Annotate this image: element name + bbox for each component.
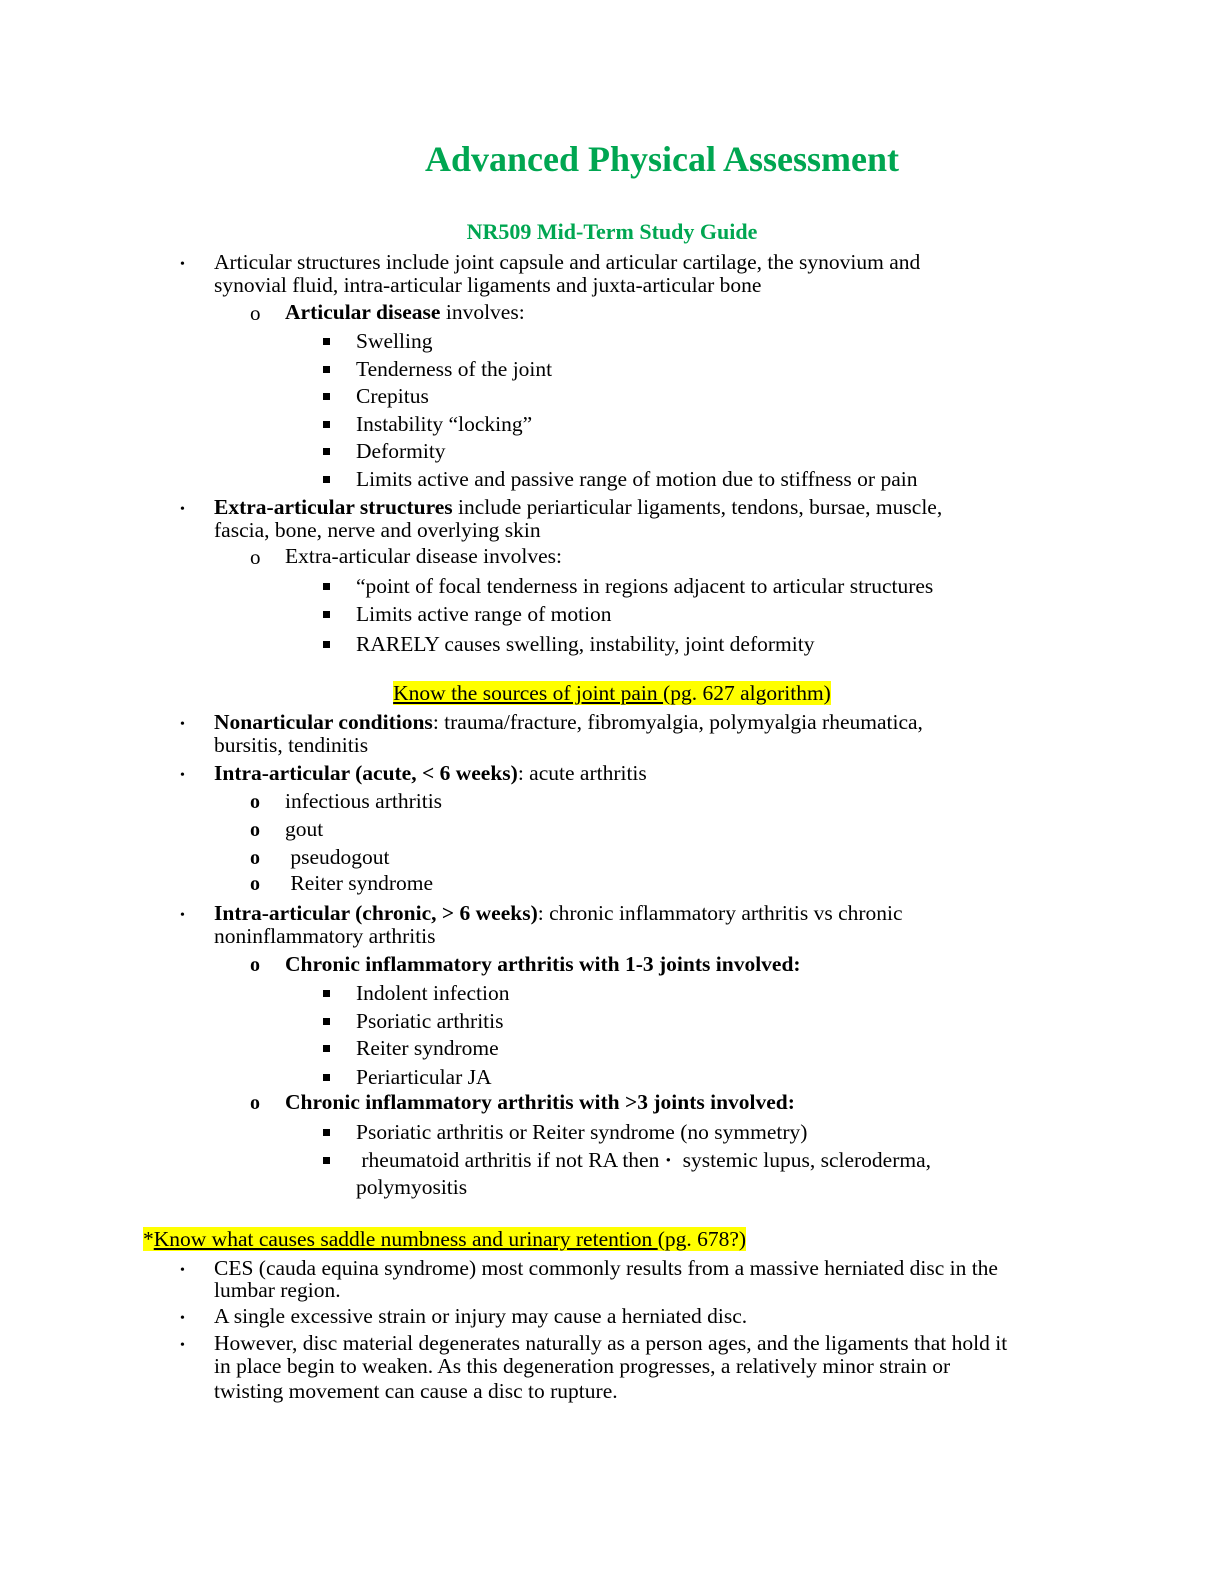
acute-item: pseudogout — [285, 845, 390, 869]
chronic-gt3-item2-a: rheumatoid arthritis if not RA then — [356, 1148, 665, 1172]
bullet-icon: • — [180, 908, 185, 923]
square-bullet-icon — [323, 1074, 330, 1081]
document-title: Advanced Physical Assessment — [424, 139, 900, 179]
saddle-numbness-heading-rest: (pg. 678?) — [657, 1227, 747, 1251]
square-bullet-icon — [323, 448, 330, 455]
degeneration-line3: twisting movement can cause a disc to rupture. — [214, 1379, 618, 1403]
articular-item: Instability “locking” — [356, 412, 533, 436]
joint-pain-heading-highlight — [393, 681, 831, 705]
intra-articular-chronic-rest: : chronic inflammatory arthritis vs chronic — [537, 901, 903, 925]
joint-pain-heading-underlined: Know the sources of joint pain — [393, 681, 664, 705]
chronic-gt3-item2-b: systemic lupus, scleroderma, — [671, 1148, 932, 1172]
square-bullet-icon — [323, 393, 330, 400]
acute-item: Reiter syndrome — [285, 871, 434, 895]
intra-articular-chronic-bold: Intra-articular (chronic, > 6 weeks) — [214, 901, 538, 925]
joint-pain-heading-rest: (pg. 627 algorithm) — [663, 681, 831, 705]
open-circle-bullet-icon: o — [250, 847, 260, 869]
chronic-1-3-item: Reiter syndrome — [356, 1036, 499, 1060]
open-circle-bullet-icon: o — [250, 545, 261, 569]
open-circle-bullet-icon: o — [250, 1092, 260, 1114]
bullet-icon: • — [180, 502, 185, 517]
acute-item: infectious arthritis — [285, 789, 443, 813]
square-bullet-icon — [323, 583, 330, 590]
degeneration-line2: in place begin to weaken. As this degeneration progresses, a relatively minor strain or — [214, 1354, 951, 1378]
chronic-1-3-item: Psoriatic arthritis — [356, 1009, 504, 1033]
saddle-numbness-heading-highlight — [143, 1227, 746, 1251]
ces-line1: CES (cauda equina syndrome) most commonly results from a massive herniated disc in the — [214, 1256, 998, 1280]
chronic-gt3-heading: Chronic inflammatory arthritis with >3 joints involved: — [285, 1090, 795, 1114]
middle-dot-symbol: · — [664, 1148, 672, 1172]
extra-articular-item: “point of focal tenderness in regions adjacent to articular structures — [356, 574, 934, 598]
articular-disease-heading — [285, 301, 525, 324]
open-circle-bullet-icon: o — [250, 301, 261, 325]
open-circle-bullet-icon: o — [250, 819, 260, 841]
saddle-numbness-star: * — [143, 1227, 154, 1251]
acute-item: gout — [285, 817, 324, 841]
articular-structures-line1: Articular structures include joint capsule and articular cartilage, the synovium and — [214, 250, 921, 274]
bullet-icon: • — [180, 768, 185, 783]
square-bullet-icon — [323, 611, 330, 618]
extra-articular-rest: include periarticular ligaments, tendons, bursae, muscle, — [452, 495, 943, 519]
open-circle-bullet-icon: o — [250, 954, 260, 976]
chronic-1-3-heading: Chronic inflammatory arthritis with 1-3 joints involved: — [285, 952, 801, 976]
nonarticular-rest: : trauma/fracture, fibromyalgia, polymyalgia rheumatica, — [432, 710, 923, 734]
extra-articular-disease-heading: Extra-articular disease involves: — [285, 544, 563, 568]
nonarticular-bold: Nonarticular conditions — [214, 710, 433, 734]
nonarticular-line2: bursitis, tendinitis — [214, 733, 369, 757]
chronic-gt3-item — [356, 1149, 931, 1172]
joint-pain-heading — [0, 682, 1224, 705]
square-bullet-icon — [323, 421, 330, 428]
square-bullet-icon — [323, 338, 330, 345]
articular-item: Tenderness of the joint — [356, 357, 553, 381]
articular-disease-rest: involves: — [440, 300, 525, 324]
strain-line: A single excessive strain or injury may cause a herniated disc. — [214, 1304, 748, 1328]
intra-articular-chronic-line2: noninflammatory arthritis — [214, 924, 436, 948]
degeneration-line1: However, disc material degenerates naturally as a person ages, and the ligaments that hold it — [214, 1331, 1008, 1355]
extra-articular-item: RARELY causes swelling, instability, joint deformity — [356, 632, 815, 656]
square-bullet-icon — [323, 1018, 330, 1025]
square-bullet-icon — [323, 366, 330, 373]
document-subtitle: NR509 Mid-Term Study Guide — [466, 219, 758, 244]
saddle-numbness-heading — [143, 1228, 746, 1251]
square-bullet-icon — [323, 990, 330, 997]
chronic-gt3-item: Psoriatic arthritis or Reiter syndrome (no symmetry) — [356, 1120, 808, 1144]
nonarticular-line1 — [214, 711, 923, 734]
extra-articular-item: Limits active range of motion — [356, 602, 612, 626]
open-circle-bullet-icon: o — [250, 873, 260, 895]
square-bullet-icon — [323, 476, 330, 483]
extra-articular-line1 — [214, 496, 942, 519]
articular-item: Crepitus — [356, 384, 429, 408]
articular-item: Deformity — [356, 439, 446, 463]
bullet-icon: • — [180, 1311, 185, 1326]
chronic-gt3-item2-line2: polymyositis — [356, 1175, 468, 1199]
bullet-icon: • — [180, 1263, 185, 1278]
bullet-icon: • — [180, 1338, 185, 1353]
articular-structures-line2: synovial fluid, intra-articular ligaments and juxta-articular bone — [214, 273, 762, 297]
intra-articular-chronic-line1 — [214, 902, 903, 925]
ces-line2: lumbar region. — [214, 1278, 341, 1302]
bullet-icon: • — [180, 717, 185, 732]
square-bullet-icon — [323, 1157, 330, 1164]
extra-articular-line2: fascia, bone, nerve and overlying skin — [214, 518, 541, 542]
open-circle-bullet-icon: o — [250, 791, 260, 813]
bullet-icon: • — [180, 257, 185, 272]
articular-disease-bold: Articular disease — [285, 300, 441, 324]
extra-articular-bold: Extra-articular structures — [214, 495, 453, 519]
intra-articular-acute-line — [214, 762, 647, 785]
chronic-1-3-item: Periarticular JA — [356, 1065, 492, 1089]
square-bullet-icon — [323, 641, 330, 648]
articular-item: Swelling — [356, 329, 433, 353]
square-bullet-icon — [323, 1129, 330, 1136]
square-bullet-icon — [323, 1045, 330, 1052]
intra-articular-acute-bold: Intra-articular (acute, < 6 weeks) — [214, 761, 518, 785]
intra-articular-acute-rest: : acute arthritis — [517, 761, 647, 785]
articular-item: Limits active and passive range of motion due to stiffness or pain — [356, 467, 918, 491]
saddle-numbness-heading-underlined: Know what causes saddle numbness and urinary retention — [153, 1227, 658, 1251]
chronic-1-3-item: Indolent infection — [356, 981, 510, 1005]
